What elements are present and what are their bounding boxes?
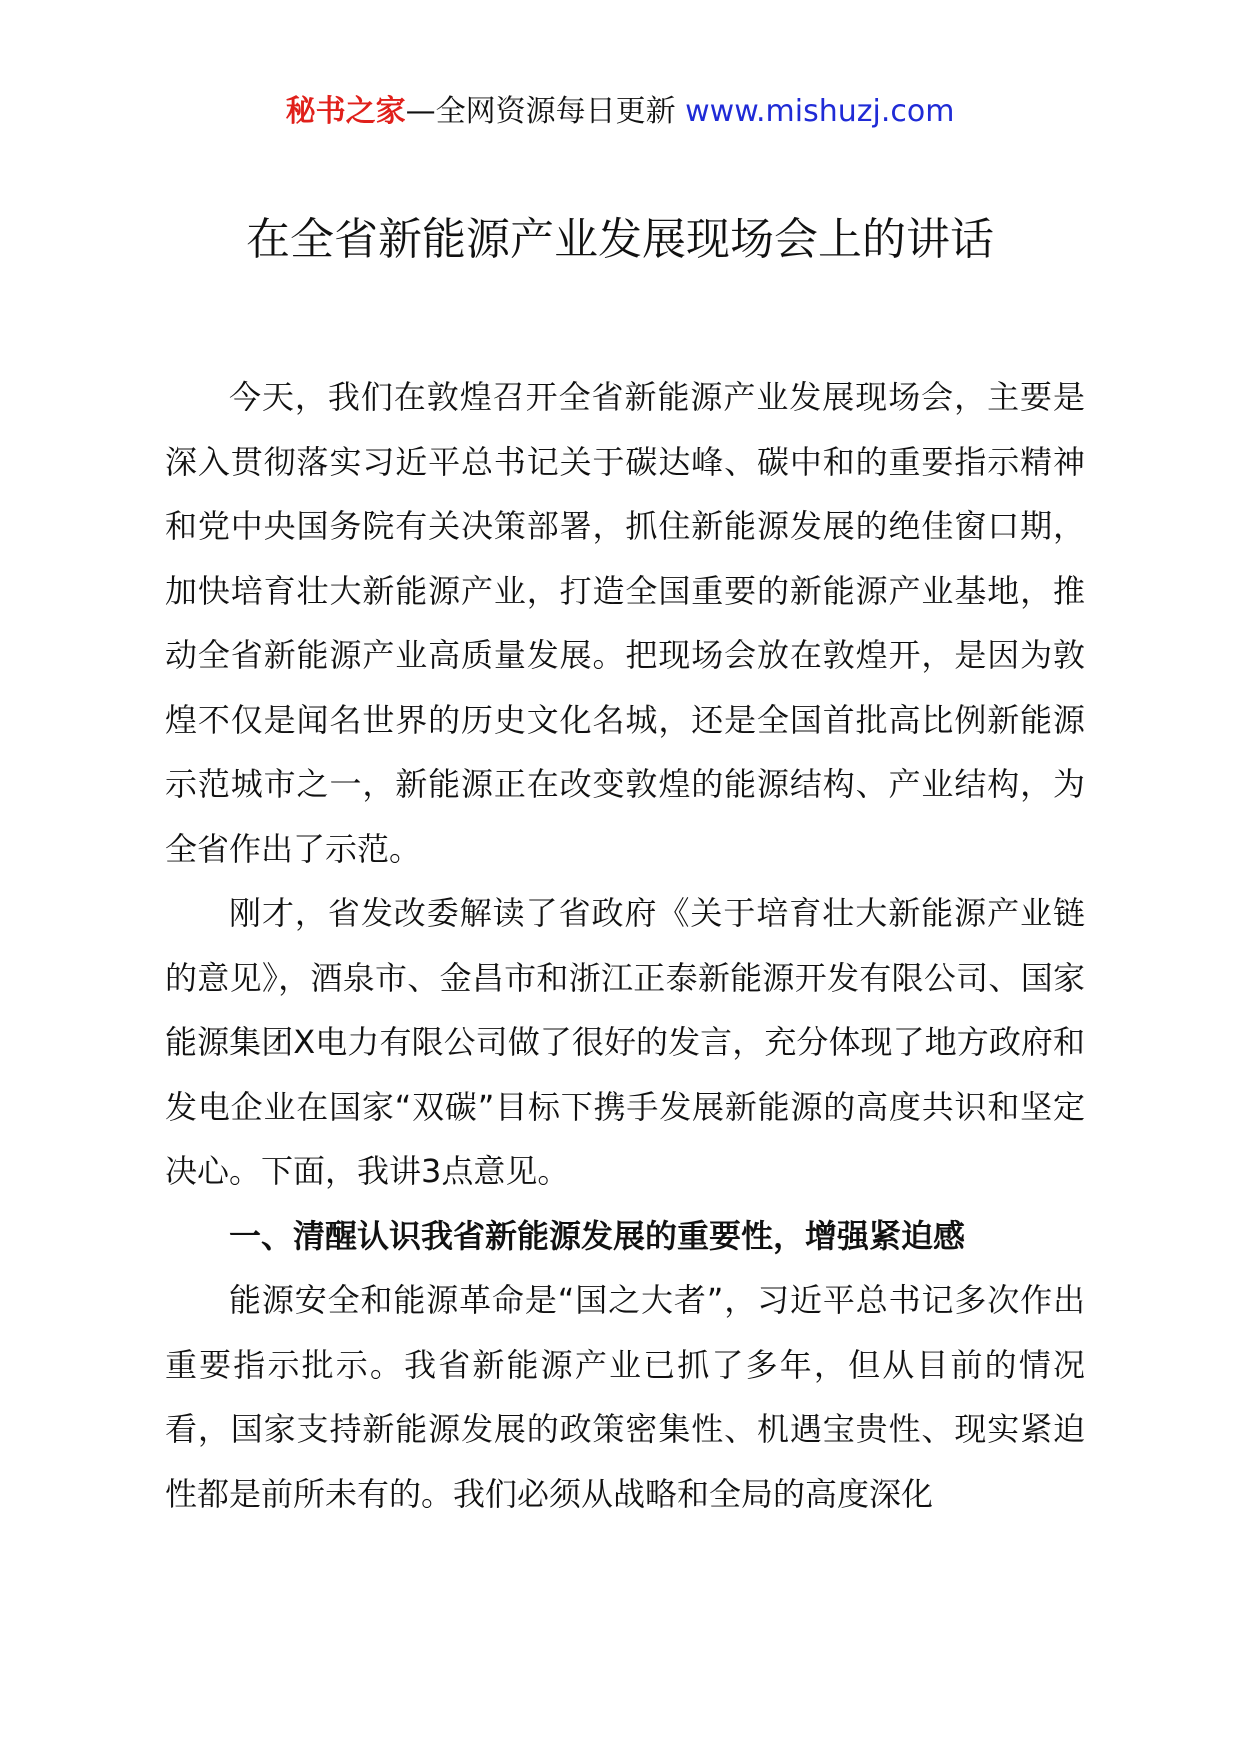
- site-brand: 秘书之家: [285, 94, 406, 129]
- document-body: [165, 365, 1085, 1526]
- document-title: 在全省新能源产业发展现场会上的讲话: [246, 214, 994, 265]
- body-paragraph-1: 今天，我们在敦煌召开全省新能源产业发展现场会，主要是深入贯彻落实习近平总书记关于碳达峰、碳中和的重要指示精神和党中央国务院有关决策部署，抓住新能源发展的绝佳窗口期，加快培育壮大新能源产业，打造全国重要的新能源产业基地，推动全省新能源产业高质量发展。把现场会放在敦煌开，是因为敦煌不仅是闻名世界的历史文化名城，还是全国首批高比例新能源示范城市之一，新能源正在改变敦煌的能源结构、产业结构，为全省作出了示范。: [165, 378, 1085, 868]
- section-heading-1: 一、清醒认识我省新能源发展的重要性，增强紧迫感: [229, 1216, 966, 1255]
- site-tagline: —全网资源每日更新: [405, 94, 676, 129]
- site-url-link[interactable]: www.mishuzj.com: [685, 94, 955, 129]
- body-paragraph-3: 能源安全和能源革命是“国之大者”，习近平总书记多次作出重要指示批示。我省新能源产业已抓了多年，但从目前的情况看，国家支持新能源发展的政策密集性、机遇宝贵性、现实紧迫性都是前所未有的。我们必须从战略和全局的高度深化: [165, 1281, 1085, 1513]
- site-header: [0, 92, 1240, 132]
- body-paragraph-2: 刚才，省发改委解读了省政府《关于培育壮大新能源产业链的意见》，酒泉市、金昌市和浙江正泰新能源开发有限公司、国家能源集团X电力有限公司做了很好的发言，充分体现了地方政府和发电企业在国家“双碳”目标下携手发展新能源的高度共识和坚定决心。下面，我讲3点意见。: [165, 894, 1085, 1190]
